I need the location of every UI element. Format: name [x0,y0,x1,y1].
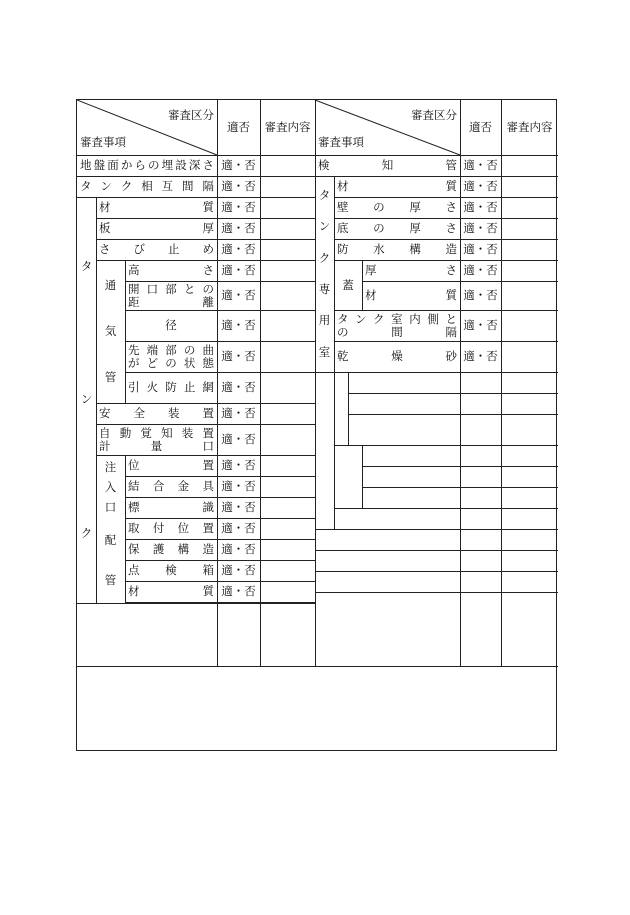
group-label-pipe: 配 管 [104,532,117,588]
pass-fail-mark: 適・否 [221,200,256,214]
row-label: 結 合 金 具 [128,479,214,493]
row-label: 材 質 [337,179,457,193]
rule-line [77,603,315,604]
row-label-tank-spacing: タ ン ク 相 互 間 隔 [80,179,214,193]
pass-fail-mark: 適・否 [221,500,256,514]
rule-line [334,445,558,446]
pass-fail-mark: 適・否 [221,563,256,577]
group-label-vent: 通 気 管 [104,277,117,385]
pass-fail-mark: 適・否 [463,349,498,363]
group-label-tank-room: タ ン ク 専 用 室 [318,188,331,359]
pass-fail-mark: 適・否 [221,432,256,446]
pass-fail-mark: 適・否 [221,458,256,472]
group-label-lid: 蓋 [342,277,354,292]
header-content: 審査内容 [506,120,553,134]
pass-fail-mark: 適・否 [221,288,256,302]
header-result: 適否 [469,120,492,134]
pass-fail-mark: 適・否 [221,263,256,277]
row-label-detector: 検 知 管 [318,158,457,172]
row-label: 保 護 構 造 [128,542,214,556]
pass-fail-mark: 適・否 [463,179,498,193]
pass-fail-mark: 適・否 [221,221,256,235]
row-label: 板 厚 [99,221,214,235]
rule-line [315,372,558,373]
pass-fail-mark: 適・否 [463,221,498,235]
pass-fail-mark: 適・否 [221,242,256,256]
pass-fail-mark: 適・否 [221,349,256,363]
rule-line [315,529,558,530]
pass-fail-mark: 適・否 [463,158,498,172]
rule-line [77,666,558,667]
pass-fail-mark: 適・否 [463,263,498,277]
row-label: 安 全 装 置 [99,406,214,420]
pass-fail-mark: 適・否 [221,158,256,172]
rule-line [362,445,363,508]
row-label: 自動覚知装置 計量口 [99,425,214,453]
row-label: 壁 の 厚 さ [337,200,457,214]
pass-fail-mark: 適・否 [221,318,256,332]
row-label: 径 [165,318,177,332]
pass-fail-mark: 適・否 [463,288,498,302]
rule-line [348,372,349,445]
pass-fail-mark: 適・否 [221,521,256,535]
row-label: 点 検 箱 [128,563,214,577]
row-label: タンク室内側と の間隔 [337,311,457,339]
pass-fail-mark: 適・否 [221,406,256,420]
rule-line [348,414,558,415]
header-content: 審査内容 [264,120,311,134]
pass-fail-mark: 適・否 [221,179,256,193]
pass-fail-mark: 適・否 [221,380,256,394]
row-label: さ び 止 め [99,242,214,256]
pass-fail-mark: 適・否 [463,242,498,256]
pass-fail-mark: 適・否 [463,200,498,214]
pass-fail-mark: 適・否 [221,479,256,493]
rule-line [315,550,558,551]
row-label: 取 付 位 置 [128,521,214,535]
rule-line [348,393,558,394]
row-label: 乾 燥 砂 [337,349,457,363]
header-category: 審査区分 [168,107,214,122]
rule-line [334,372,335,529]
header-item: 審査事項 [80,134,126,149]
rule-line [501,100,502,666]
pass-fail-mark: 適・否 [221,542,256,556]
row-label: 標 識 [128,500,214,514]
row-label: 先端部の曲 がどの状態 [128,342,214,370]
row-label: 材 質 [365,288,457,302]
group-label-tank: タ ン ク [80,259,93,540]
pass-fail-mark: 適・否 [221,584,256,598]
rule-line [315,592,558,593]
header-item: 審査事項 [318,134,364,149]
row-label: 底 の 厚 さ [337,221,457,235]
header-category: 審査区分 [411,107,457,122]
row-label: 引 火 防 止 網 [128,380,214,394]
rule-line [315,571,558,572]
row-label: 材 質 [99,200,214,214]
row-label-burial-depth: 地 盤 面 か ら の 埋 設 深 さ [80,158,214,172]
row-label: 高 さ [128,263,214,277]
inspection-form [76,99,557,751]
pass-fail-mark: 適・否 [463,318,498,332]
group-label-inlet: 注 入 口 [104,459,117,515]
rule-line [362,487,558,488]
row-label: 開口部との 距離 [128,281,214,309]
row-label: 材 質 [128,584,214,598]
rule-line [362,466,558,467]
row-label: 防 水 構 造 [337,242,457,256]
row-label: 位 置 [128,458,214,472]
header-result: 適否 [227,120,250,134]
rule-line [334,508,558,509]
row-label: 厚 さ [365,263,457,277]
